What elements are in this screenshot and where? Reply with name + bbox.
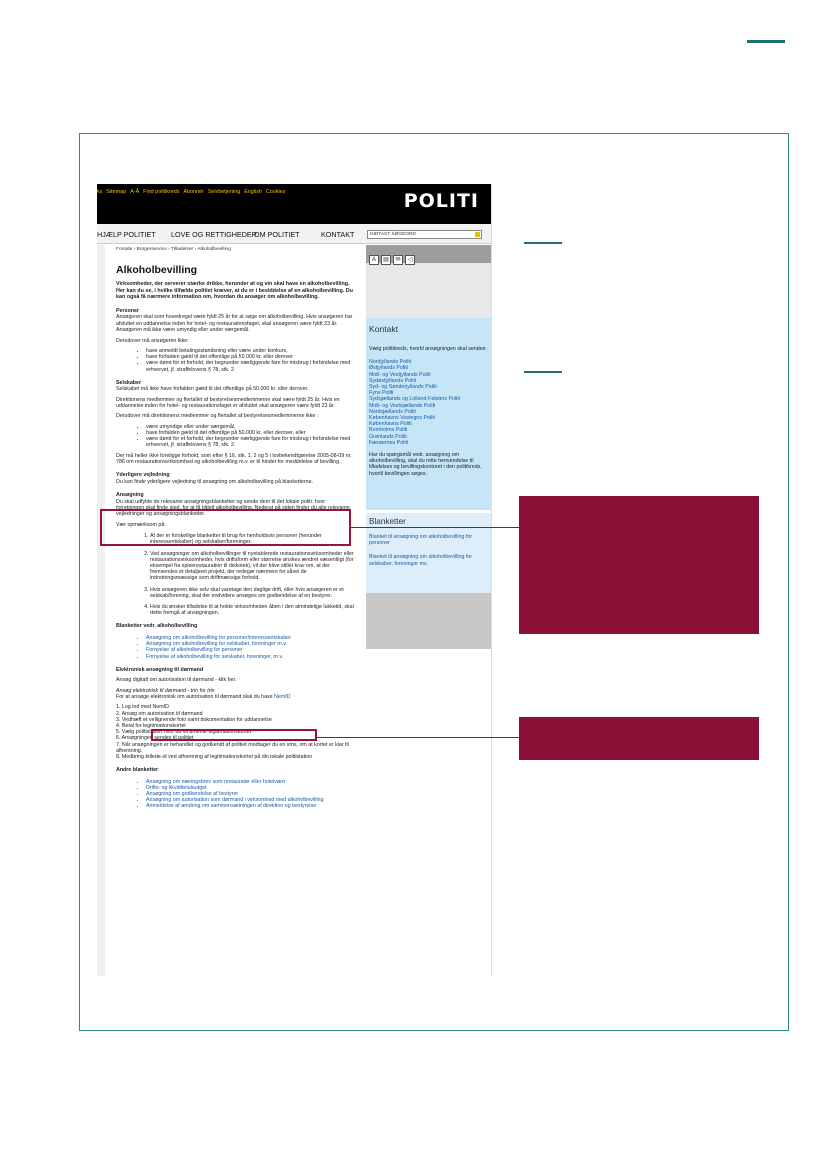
kreds-link[interactable]: Københavns Politi bbox=[369, 421, 412, 428]
doermand-text-2-pre: For at ansøge elektronisk om autorisation til dørmand skal du have bbox=[116, 693, 275, 700]
list-item: 2. Ved ansøgninger om alkoholbevillinger til nyetablerede restaurationsvirksomheder eller restaurationsvirksomheder, hvis driftsform eller størrelse ønskes ændret væsentligt (for eksempel fra spiserestauration til diskotek), vil der blive stillet krav om, at der fremsendes et detaljeret projekt, der redegør nærmere for såvel de indretningsmæssige som driftmæssige forhold. bbox=[150, 551, 354, 582]
andre-heading: Andre blanketter bbox=[116, 767, 159, 774]
politi-logo[interactable]: POLITI bbox=[403, 190, 479, 212]
ansoegning-text: Du skal udfylde de relevante ansøgningsblanketter og sende dem til det lokale politi. hvor forretningen skal finde sted, for at få tildelt alkoholbevilling. Nederst på siden finder du alle relevante vejledninger og ansøgningsblanketter. bbox=[116, 498, 350, 518]
blanketter-heading: Blanketter vedr. alkoholbevilling bbox=[116, 623, 198, 630]
step-item: 4. Betal for legitimationskortet bbox=[116, 722, 186, 729]
step-item: 3. Vedhæft et vellignende foto samt dokumentation for uddannelse bbox=[116, 716, 272, 723]
list-item: 4. Hvis du ønsker tilladelse til at holde virksomheden åben i den almindelige lukketid, skal dette fremgå af ansøgningen. bbox=[150, 604, 354, 616]
andre-links bbox=[146, 779, 354, 810]
top-link-find-kreds[interactable]: Find politikreds bbox=[143, 189, 180, 195]
andre-link[interactable]: • Ansøgning om godkendelse af bestyrer bbox=[146, 791, 354, 797]
andre-link[interactable]: • Drifts- og likviditetsbudget bbox=[146, 785, 354, 791]
highlight-callout-box bbox=[100, 509, 351, 546]
list-item: • være dømt for et forhold, der begrunder nærliggende fare for misbrug i forbindelse med erhvervet, jf. straffelovens § 78, stk. 2. bbox=[146, 360, 354, 372]
nemid-link[interactable]: NemID bbox=[274, 693, 291, 700]
list-item: • være dømt for et forhold, der begrunder nærliggende fare for misbrug i forbindelse med erhvervet, jf. straffelovens § 78, stk. 2. bbox=[146, 436, 354, 448]
callout-leader-line bbox=[317, 737, 520, 738]
andre-link[interactable]: • Anmeldelse af ændring om sammensætningen af direktion og bestyrelse bbox=[146, 803, 354, 809]
nav-hjaelp-politiet[interactable]: HJÆLP POLITIET bbox=[97, 230, 156, 239]
website-screenshot bbox=[97, 184, 492, 976]
sidebar-blanketter-heading: Blanketter bbox=[369, 517, 406, 526]
sidebar-blanket-link-personer[interactable]: Blanket til ansøgning om alkoholbevilling for personer bbox=[369, 534, 473, 547]
vejledning-heading: Yderligere vejledning bbox=[116, 472, 170, 479]
ansoegning-heading: Ansøgning bbox=[116, 492, 144, 499]
kreds-link[interactable]: Østjyllands Politi bbox=[369, 365, 408, 372]
kreds-link[interactable]: Færøernes Politi bbox=[369, 439, 409, 446]
kreds-link[interactable]: Syd- og Sønderjyllands Politi bbox=[369, 384, 437, 391]
top-links bbox=[97, 189, 289, 195]
text-size-icon[interactable]: A bbox=[369, 255, 379, 265]
kontakt-text-2: Har du spørgsmål vedr. ansøgning om alkoholbevilling, skal du rette henvendelse til tilladelses og bevillingskontoret i den politikreds, hvortil bevillingen søges. bbox=[369, 452, 482, 477]
top-link[interactable]: ks bbox=[97, 189, 103, 195]
opmaerksom-text: Vær opmærksom på: bbox=[116, 521, 166, 528]
step-item: 1. Log ind med NemID bbox=[116, 704, 169, 711]
kreds-link[interactable]: Nordjyllands Politi bbox=[369, 359, 412, 366]
annotation-rule bbox=[524, 242, 562, 244]
step-item: 6. Ansøgningen sendes til politiet bbox=[116, 735, 194, 742]
annotation-rule bbox=[524, 371, 562, 373]
step-item: 7. Når ansøgningen er behandlet og godkendt af politiet modtager du en sms, om at kortet er klar til afhentning. bbox=[116, 741, 349, 754]
blanket-link-fornyelse-selskaber[interactable]: • Fornyelse af alkoholbevilling for selskaber, foreninger, m.v. bbox=[146, 654, 354, 660]
callout-leader-line bbox=[351, 527, 520, 528]
kontakt-text: Vælg politikreds, hvortil ansøgningen skal sendes: bbox=[369, 346, 487, 352]
annotation-box bbox=[519, 496, 759, 634]
list-item: 1. At der er forskellige blanketter til brug for henholdsvis personer (herunder interessentskaber) og selskaber/foreninger. bbox=[150, 533, 354, 545]
personer-heading: Personer bbox=[116, 307, 139, 314]
kreds-link[interactable]: Fyns Politi bbox=[369, 390, 394, 397]
left-strip bbox=[97, 245, 105, 976]
kontakt-heading: Kontakt bbox=[369, 324, 399, 334]
breadcrumb[interactable]: Forside › Borgerservice › Tilladelser › Alkoholbevilling bbox=[116, 247, 231, 252]
top-link-selvbetjening[interactable]: Selvbetjening bbox=[207, 189, 241, 195]
kreds-link[interactable]: Midt- og Vestsjællands Politi bbox=[369, 402, 436, 409]
doermand-text-2 bbox=[116, 694, 354, 700]
top-link-az[interactable]: A-Å bbox=[130, 189, 140, 195]
kreds-link[interactable]: Nordsjællands Politi bbox=[369, 408, 416, 415]
list-item: • være umyndige eller under værgemål, bbox=[146, 424, 354, 430]
personer-text-2: Derudover må ansøgeren ikke: bbox=[116, 337, 189, 344]
sidebar-blanket-link-selskaber[interactable]: Blanket til ansøgning om alkoholbevilling for selskaber, foreninger mv. bbox=[369, 554, 473, 567]
sidebar-grey-bottom bbox=[366, 593, 492, 649]
right-sidebar bbox=[366, 245, 492, 649]
step-item: 5. Vælg politistation hvor du vil afhente legitimationskortet bbox=[116, 729, 252, 736]
blanket-link-personer[interactable]: • Ansøgning om alkoholbevilling for personer/interessentskaber bbox=[146, 635, 354, 641]
annotation-box bbox=[519, 717, 759, 760]
top-link-cookies[interactable]: Cookies bbox=[265, 189, 286, 195]
kreds-link[interactable]: Sydøstjyllands Politi bbox=[369, 377, 417, 384]
list-item: • have forfalden gæld til det offentlige på 50.000 kr. eller derover, eller bbox=[146, 430, 354, 436]
kreds-list bbox=[369, 359, 488, 446]
blanketter-links bbox=[146, 635, 354, 660]
list-item: • have anmeldt betalingsstandsning eller være under konkurs, bbox=[146, 348, 354, 354]
kreds-link[interactable]: Bornholms Politi bbox=[369, 427, 408, 434]
search-input[interactable] bbox=[367, 230, 482, 239]
top-bar bbox=[97, 184, 492, 224]
selskaber-heading: Selskaber bbox=[116, 379, 142, 386]
nav-om-politiet[interactable]: OM POLITIET bbox=[254, 230, 300, 239]
list-item: 3. Hvis ansøgeren ikke selv skal varetage den daglige drift, eller hvis ansøgeren er et selskab/forening, skal der endvidere ansøges om godkendelse af en bestyrer. bbox=[150, 587, 354, 599]
doermand-text[interactable]: Ansøg digitalt om autorisation til dørmand - klik her. bbox=[116, 677, 237, 684]
top-link-abonner[interactable]: Abonnér bbox=[183, 189, 204, 195]
highlighted-paragraph: Der må heller ikke foreligge forhold, som efter § 16, stk. 1, 2 og 5 i lovbekendtgørelse 2005-08-09 nr. 786 om restaurationsvirksomhed og alkoholbevilling m.v. er til hinder for meddelelse af bevilling. bbox=[116, 452, 352, 465]
page-tools bbox=[366, 245, 492, 263]
vejledning-text: Du kan finde yderligere vejledning til ansøgning om alkoholbevilling på blanketterne. bbox=[116, 478, 313, 485]
top-link-english[interactable]: English bbox=[244, 189, 262, 195]
kreds-link[interactable]: Sydsjællands og Lolland-Falsters Politi bbox=[369, 396, 460, 403]
step-item: 8. Medbring billede-id ved afhentning af legitimationskortet på din lokale politistation bbox=[116, 753, 313, 760]
andre-link[interactable]: • Ansøgning om næringsbrev som restauratør eller hotelvært bbox=[146, 779, 354, 785]
direktion-list bbox=[146, 424, 354, 449]
sidebar-blanketter-box bbox=[366, 513, 492, 593]
step-item: 2. Ansøg om autorisation til dørmand bbox=[116, 710, 203, 717]
sidebar-grey-box bbox=[366, 263, 492, 318]
doermand-heading: Elektronisk ansøgning til dørmand bbox=[116, 666, 204, 673]
kontakt-box bbox=[366, 318, 492, 510]
personer-text: Ansøgeren skal som hovedregel være fyldt 25 år for at søge om alkoholbevilling. Hvis ansøgeren har afsluttet en uddannelse inden for hotel- og restaurationsfaget, skal ansøgeren være fyldt 23 år. Ansøgeren må ikke være umyndig eller under værgemål. bbox=[116, 314, 353, 334]
header-rule bbox=[747, 40, 785, 43]
email-icon[interactable]: ✉ bbox=[393, 255, 403, 265]
page-title: Alkoholbevilling bbox=[116, 264, 198, 277]
intro-text: Virksomheder, der serverer stærke drikke, herunder øl og vin skal have en alkoholbevilling. Her kan du se, i hvilke tilfælde politiet kræver, at du er i besiddelse af en alkoholbevilling. Du kan også få nærmere information om, hvordan du ansøger om alkoholbevilling. bbox=[116, 281, 353, 301]
kreds-link[interactable]: Grønlands Politi bbox=[369, 433, 407, 440]
doermand-italic: Ansøg elektronisk til dørmand - trin for trin bbox=[116, 687, 215, 694]
direktion-text-2: Derudover må direktionens medlemmer og flertallet af bestyrelsesmedlemmerne ikke : bbox=[116, 413, 319, 420]
list-item: • have forfalden gæld til det offentlige på 50.000 kr. eller derover bbox=[146, 354, 354, 360]
read-aloud-icon[interactable]: ◁ bbox=[405, 255, 415, 265]
nav-kontakt[interactable]: KONTAKT bbox=[321, 230, 355, 239]
kreds-link[interactable]: Midt- og Vestjyllands Politi bbox=[369, 371, 431, 378]
kreds-link[interactable]: Københavns Vestegns Politi bbox=[369, 415, 435, 422]
nav-love-og-rettigheder[interactable]: LOVE OG RETTIGHEDER bbox=[171, 230, 257, 239]
link-callout-box bbox=[151, 729, 317, 741]
search-button[interactable] bbox=[475, 232, 480, 237]
blanket-link-fornyelse-personer[interactable]: • Fornyelse af alkoholbevilling for personer bbox=[146, 647, 354, 653]
top-link-sitemap[interactable]: Sitemap bbox=[106, 189, 127, 195]
search-placeholder: INDTAST SØGEORD bbox=[370, 232, 416, 237]
main-nav bbox=[97, 224, 492, 244]
blanket-link-selskaber[interactable]: • Ansøgning om alkoholbevilling for selskaber, foreninger m.v. bbox=[146, 641, 354, 647]
andre-link[interactable]: • Ansøgning om autorisation som dørmand i virksomhed med alkoholbevilling bbox=[146, 797, 354, 803]
selskaber-text: Selskabet må ikke have forfalden gæld til det offentlige på 50.000 kr. eller derover. bbox=[116, 386, 309, 393]
print-icon[interactable]: ▤ bbox=[381, 255, 391, 265]
direktion-text: Direktionens medlemmer og flertallet af bestyrelsesmedlemmerne skal være fyldt 25 år. Hvis en uddannelse inden for hotel- og restaurationsfaget er afsluttet skal ansøgeren være fyldt 23 år. bbox=[116, 396, 340, 409]
personer-list bbox=[146, 348, 354, 373]
